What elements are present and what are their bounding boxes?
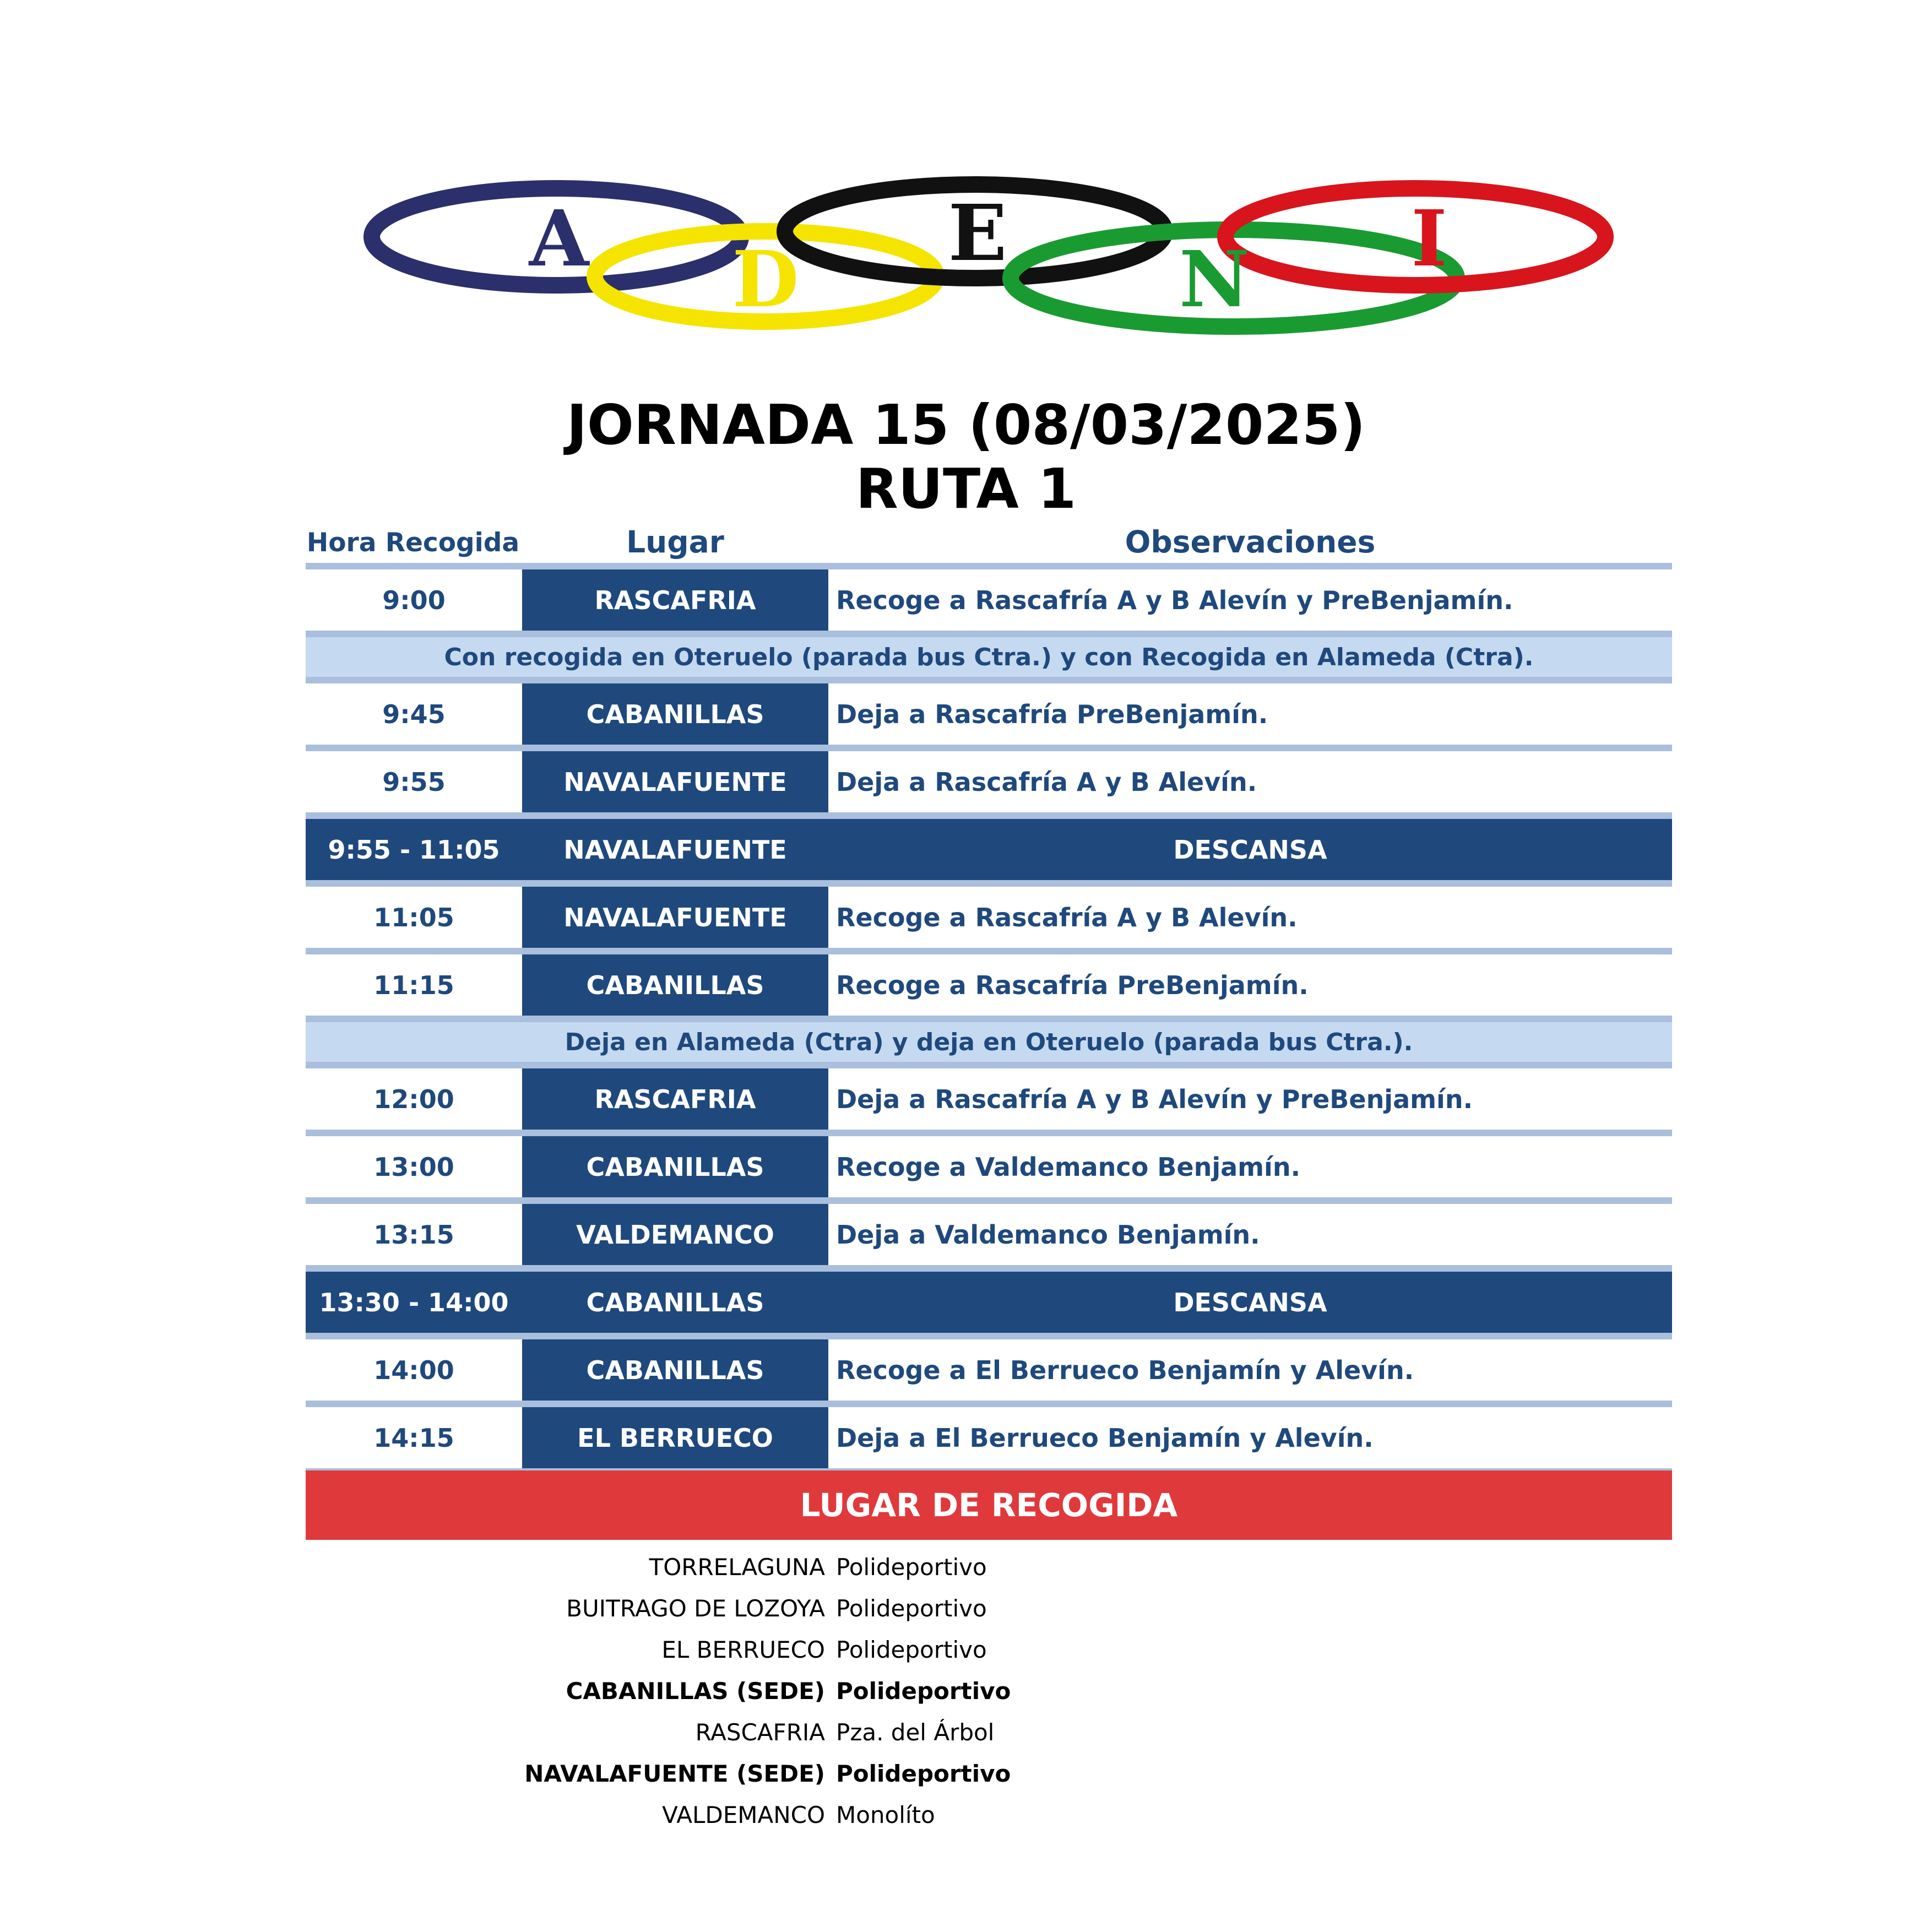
- cell-observaciones: Deja a El Berrueco Benjamín y Alevín.: [836, 1423, 1374, 1453]
- cell-observaciones: Deja a Rascafría PreBenjamín.: [836, 699, 1268, 729]
- note-row: Deja en Alameda (Ctra) y deja en Oteruelo (parada bus Ctra.).: [306, 1022, 1672, 1062]
- table-row: [306, 751, 1672, 812]
- note-row: Con recogida en Oteruelo (parada bus Ctra.) y con Recogida en Alameda (Ctra).: [306, 637, 1672, 677]
- place-town: NAVALAFUENTE (SEDE): [524, 1760, 825, 1787]
- logo-letter-e: E: [948, 188, 1007, 279]
- row-separator: [306, 1197, 1672, 1204]
- pickup-places-list: [306, 1546, 1672, 1836]
- row-separator: [306, 880, 1672, 887]
- cell-lugar: NAVALAFUENTE: [522, 819, 828, 880]
- place-location: Polideportivo: [836, 1636, 987, 1663]
- place-town: VALDEMANCO: [662, 1801, 825, 1828]
- place-row: [306, 1794, 1672, 1836]
- page-title: JORNADA 15 (08/03/2025): [566, 393, 1366, 457]
- cell-hora: 12:00: [373, 1084, 454, 1114]
- place-row: [306, 1588, 1672, 1629]
- row-separator: [306, 1062, 1672, 1068]
- table-row: [306, 1136, 1672, 1197]
- cell-hora: 14:15: [373, 1423, 454, 1453]
- logo-letter-d: D: [732, 235, 799, 325]
- row-separator: [306, 948, 1672, 954]
- table-row: [306, 683, 1672, 745]
- cell-lugar: CABANILLAS: [522, 1272, 828, 1333]
- cell-lugar: EL BERRUECO: [522, 1407, 828, 1468]
- place-town: RASCAFRIA: [695, 1719, 825, 1746]
- place-town: TORRELAGUNA: [649, 1554, 825, 1581]
- cell-lugar: CABANILLAS: [522, 1339, 828, 1401]
- schedule-table: [306, 563, 1672, 1475]
- table-row: [306, 1068, 1672, 1130]
- cell-hora: 13:00: [373, 1152, 454, 1182]
- rest-row: [306, 1272, 1672, 1333]
- logo-letter-a: A: [529, 194, 589, 284]
- row-separator: [306, 631, 1672, 637]
- cell-lugar: RASCAFRIA: [522, 1068, 828, 1130]
- cell-hora: 9:45: [382, 699, 446, 729]
- table-row: [306, 887, 1672, 948]
- cell-lugar: NAVALAFUENTE: [522, 751, 828, 812]
- column-header-hora: Hora Recogida: [306, 528, 520, 558]
- column-header-observaciones: Observaciones: [1125, 524, 1376, 560]
- adeni-logo: [0, 0, 1932, 352]
- place-town: BUITRAGO DE LOZOYA: [566, 1595, 825, 1622]
- logo-letter-n: N: [1179, 235, 1250, 325]
- lugar-recogida-title: LUGAR DE RECOGIDA: [306, 1470, 1672, 1540]
- cell-hora: 9:55 - 11:05: [328, 834, 500, 865]
- cell-observaciones: Recoge a Valdemanco Benjamín.: [836, 1152, 1301, 1182]
- row-separator: [306, 1265, 1672, 1272]
- row-separator: [306, 812, 1672, 819]
- place-location: Polideportivo: [836, 1760, 1011, 1787]
- cell-observaciones: Recoge a Rascafría A y B Alevín y PreBenjamín.: [836, 585, 1513, 615]
- cell-observaciones: Deja a Valdemanco Benjamín.: [836, 1219, 1260, 1250]
- row-separator: [306, 1401, 1672, 1407]
- cell-observaciones: Recoge a Rascafría A y B Alevín.: [836, 902, 1298, 932]
- rest-row: [306, 819, 1672, 880]
- cell-observaciones: DESCANSA: [1173, 834, 1327, 865]
- row-separator: [306, 677, 1672, 683]
- cell-observaciones: Deja a Rascafría A y B Alevín y PreBenjamín.: [836, 1084, 1473, 1114]
- cell-hora: 9:55: [382, 767, 446, 797]
- table-row: [306, 1339, 1672, 1401]
- cell-hora: 13:15: [373, 1219, 454, 1250]
- cell-lugar: CABANILLAS: [522, 954, 828, 1016]
- place-location: Polideportivo: [836, 1595, 987, 1622]
- row-separator: [306, 563, 1672, 569]
- place-row: [306, 1670, 1672, 1712]
- place-location: Polideportivo: [836, 1554, 987, 1581]
- place-town: CABANILLAS (SEDE): [566, 1678, 825, 1705]
- cell-observaciones: Recoge a El Berrueco Benjamín y Alevín.: [836, 1355, 1414, 1385]
- column-header-lugar: Lugar: [626, 524, 724, 560]
- place-location: Pza. del Árbol: [836, 1719, 995, 1746]
- place-row: [306, 1753, 1672, 1794]
- cell-hora: 13:30 - 14:00: [319, 1287, 509, 1317]
- cell-observaciones: Deja a Rascafría A y B Alevín.: [836, 767, 1257, 797]
- cell-lugar: VALDEMANCO: [522, 1204, 828, 1265]
- cell-hora: 11:05: [373, 902, 454, 932]
- cell-observaciones: Recoge a Rascafría PreBenjamín.: [836, 970, 1309, 1000]
- row-separator: [306, 1333, 1672, 1339]
- page-subtitle: RUTA 1: [855, 457, 1077, 521]
- table-row: [306, 1407, 1672, 1468]
- row-separator: [306, 745, 1672, 751]
- place-location: Monolíto: [836, 1801, 935, 1828]
- cell-observaciones: DESCANSA: [1173, 1287, 1327, 1317]
- cell-hora: 11:15: [373, 970, 454, 1000]
- table-row: [306, 954, 1672, 1016]
- cell-lugar: CABANILLAS: [522, 683, 828, 745]
- cell-lugar: RASCAFRIA: [522, 569, 828, 631]
- row-separator: [306, 1016, 1672, 1022]
- row-separator: [306, 1130, 1672, 1136]
- cell-hora: 9:00: [382, 585, 446, 615]
- place-row: [306, 1712, 1672, 1753]
- place-location: Polideportivo: [836, 1678, 1011, 1705]
- logo-letter-i: I: [1411, 194, 1447, 284]
- cell-hora: 14:00: [373, 1355, 454, 1385]
- table-row: [306, 569, 1672, 631]
- place-row: [306, 1546, 1672, 1588]
- place-row: [306, 1629, 1672, 1670]
- cell-lugar: NAVALAFUENTE: [522, 887, 828, 948]
- cell-lugar: CABANILLAS: [522, 1136, 828, 1197]
- table-row: [306, 1204, 1672, 1265]
- place-town: EL BERRUECO: [661, 1636, 825, 1663]
